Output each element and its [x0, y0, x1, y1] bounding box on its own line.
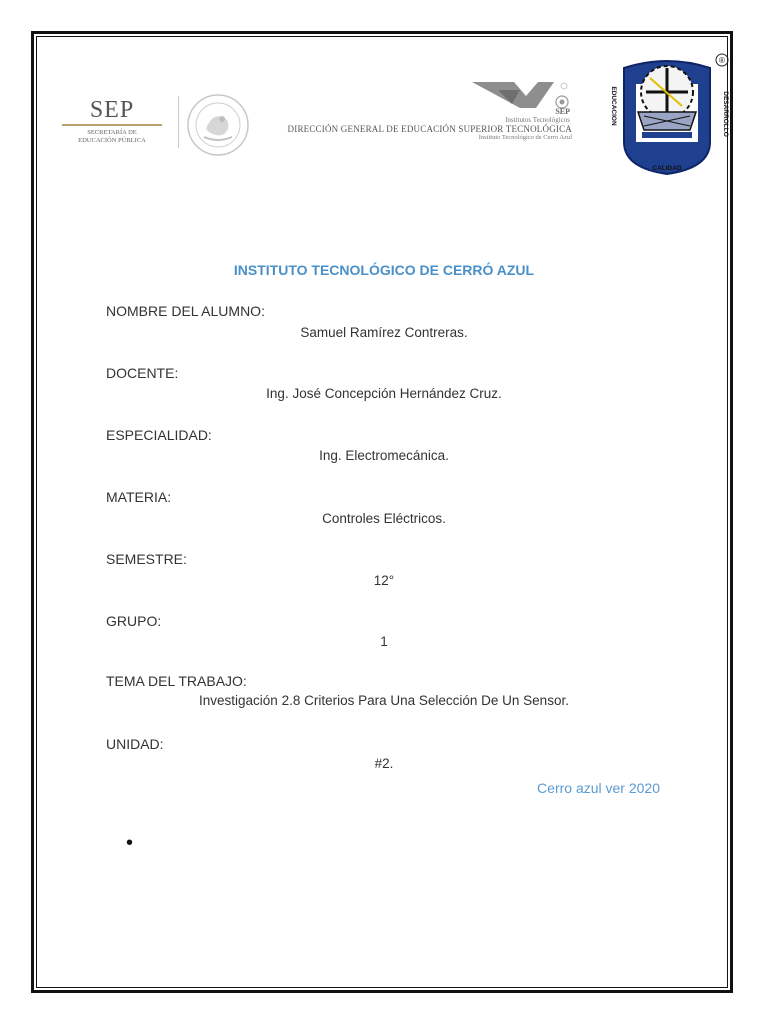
place-and-year: Cerro azul ver 2020: [537, 780, 660, 796]
sep-logo-line1: SECRETARÍA DE: [87, 129, 137, 136]
field-label-student: NOMBRE DEL ALUMNO:: [106, 303, 265, 319]
dgest-title: DIRECCIÓN GENERAL DE EDUCACIÓN SUPERIOR TECNOLÓGICA: [287, 124, 572, 134]
sep-logo: [56, 98, 168, 145]
field-value-unit: #2.: [374, 756, 394, 771]
field-value-student: Samuel Ramírez Contreras.: [300, 325, 468, 340]
field-label-unit: UNIDAD:: [106, 736, 164, 752]
field-label-subject: MATERIA:: [106, 489, 172, 505]
itca-logo-left-text: EDUCACION: [610, 86, 617, 126]
field-value-semester: 12°: [373, 573, 395, 588]
field-value-specialty: Ing. Electromecánica.: [319, 448, 449, 463]
field-value-topic: Investigación 2.8 Criterios Para Una Selección De Un Sensor.: [199, 693, 569, 708]
field-label-teacher: DOCENTE:: [106, 365, 179, 381]
sep-logo-bar: [62, 124, 162, 126]
field-label-group: GRUPO:: [106, 613, 162, 629]
itca-logo-bottom-text: CALIDAD: [652, 165, 682, 172]
logo-divider: [178, 96, 179, 148]
sep-logo-acronym: SEP: [89, 97, 135, 123]
itca-logo-right-text: DESARROLLO: [722, 91, 729, 137]
field-label-topic: TEMA DEL TRABAJO:: [106, 673, 247, 689]
registered-mark: ®: [719, 56, 725, 65]
field-label-specialty: ESPECIALIDAD:: [106, 427, 212, 443]
sep-institutos-text: [470, 108, 570, 125]
field-label-semester: SEMESTRE:: [106, 551, 187, 567]
sep-institutos-acronym: SEP: [555, 107, 570, 116]
field-value-teacher: Ing. José Concepción Hernández Cruz.: [266, 386, 502, 401]
itca-shield-logo: [602, 50, 732, 180]
field-value-subject: Controles Eléctricos.: [322, 511, 446, 526]
empty-bullet: •: [126, 832, 134, 854]
sep-logo-line2: EDUCACIÓN PÚBLICA: [78, 137, 146, 144]
sep-institutos-subtitle: Institutos Tecnológicos: [505, 116, 570, 124]
coat-of-arms-seal-icon: [186, 93, 250, 157]
dgest-header: [262, 124, 572, 141]
field-value-group: 1: [380, 634, 388, 649]
institute-title: INSTITUTO TECNOLÓGICO DE CERRÓ AZUL: [233, 262, 535, 278]
dgest-subtitle: Instituto Tecnológico de Cerro Azul: [478, 134, 572, 141]
